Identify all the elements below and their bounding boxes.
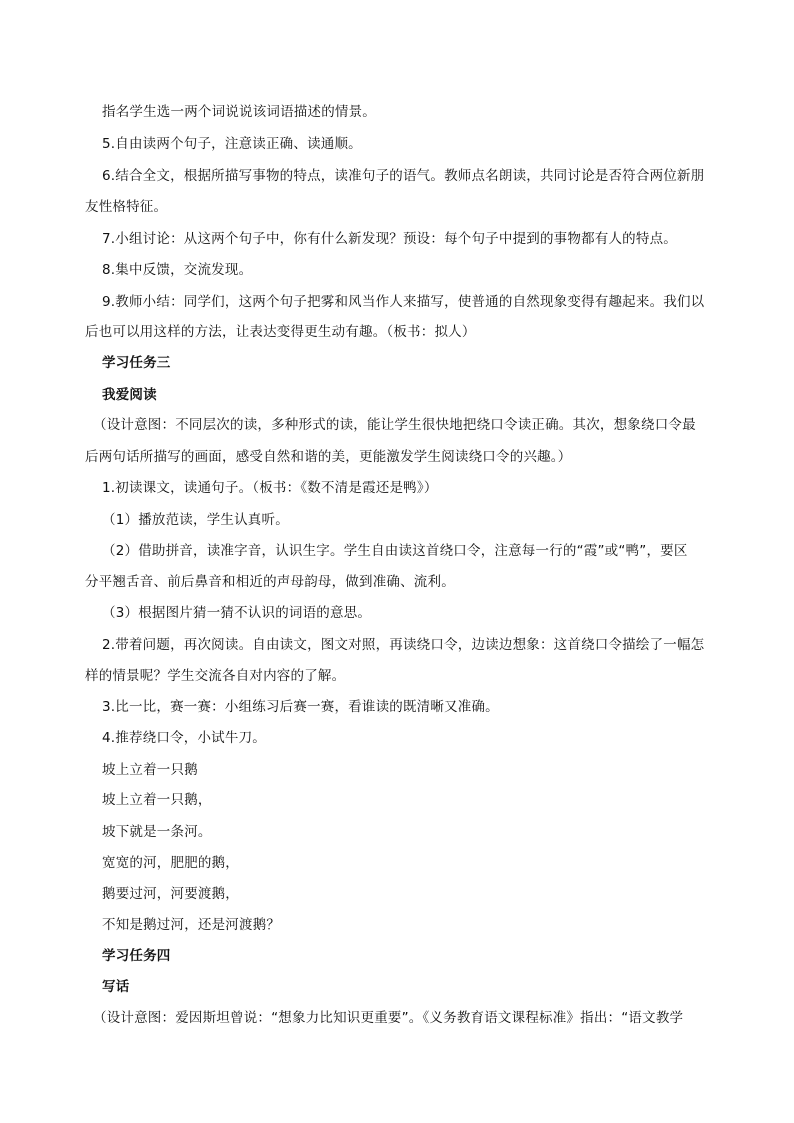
poem-line: 坡上立着一只鹅， (102, 792, 212, 808)
paragraph-line: 5.自由读两个句子，注意读正确、读通顺。 (102, 136, 362, 152)
poem-line: 坡下就是一条河。 (102, 824, 212, 840)
paragraph-line: 6.结合全文，根据所描写事物的特点，读准句子的语气。教师点名朗读，共同讨论是否符合两位新朋 (102, 168, 705, 184)
section-heading: 学习任务四 (102, 948, 171, 964)
paragraph-line: 9.教师小结：同学们，这两个句子把雾和风当作人来描写，使普通的自然现象变得有趣起来。我们以 (102, 294, 705, 310)
paragraph-line: （1）播放范读，学生认真听。 (102, 512, 289, 528)
paragraph-line: （2）借助拼音，读准字音，认识生字。学生自由读这首绕口令，注意每一行的“霞”或“鸭”，要区 (102, 543, 688, 559)
subsection-heading: 我爱阅读 (102, 387, 157, 403)
poem-line: 坡上立着一只鹅 (102, 762, 198, 778)
paragraph-line: 友性格特征。 (85, 199, 168, 215)
paragraph-line: （设计意图：爱因斯坦曾说：“想象力比知识更重要”。《义务教育语文课程标准》指出：“语文教学 (93, 1010, 684, 1026)
paragraph-line: 8.集中反馈，交流发现。 (102, 262, 253, 278)
paragraph-line: 2.带着问题，再次阅读。自由读文，图文对照，再读绕口令，边读边想象：这首绕口令描绘了一幅怎 (102, 637, 705, 653)
paragraph-line: 指名学生选一两个词说说该词语描述的情景。 (102, 104, 376, 120)
paragraph-line: 4.推荐绕口令，小试牛刀。 (102, 730, 266, 746)
paragraph-line: 后两句话所描写的画面，感受自然和谐的美，更能激发学生阅读绕口令的兴趣。） (85, 449, 572, 465)
paragraph-line: 样的情景呢？学生交流各自对内容的了解。 (85, 668, 346, 684)
poem-line: 不知是鹅过河，还是河渡鹅？ (102, 917, 281, 933)
subsection-heading: 写话 (102, 979, 130, 995)
section-heading: 学习任务三 (102, 355, 171, 371)
paragraph-line: 后也可以用这样的方法，让表达变得更生动有趣。（板书：拟人） (85, 324, 476, 340)
paragraph-line: 3.比一比，赛一赛：小组练习后赛一赛，看谁读的既清晰又准确。 (102, 699, 499, 715)
poem-line: 宽宽的河，肥肥的鹅， (102, 855, 239, 871)
paragraph-line: （3）根据图片猜一猜不认识的词语的意思。 (102, 605, 372, 621)
paragraph-line: 1.初读课文，读通句子。（板书：《数不清是霞还是鸭》） (102, 480, 438, 496)
poem-line: 鹅要过河，河要渡鹅， (102, 886, 239, 902)
paragraph-line: 分平翘舌音、前后鼻音和相近的声母韵母，做到准确、流利。 (85, 574, 455, 590)
paragraph-line: 7.小组讨论：从这两个句子中，你有什么新发现？预设：每个句子中提到的事物都有人的特点。 (102, 231, 677, 247)
paragraph-line: （设计意图：不同层次的读，多种形式的读，能让学生很快地把绕口令读正确。其次，想象绕口令最 (93, 417, 696, 433)
